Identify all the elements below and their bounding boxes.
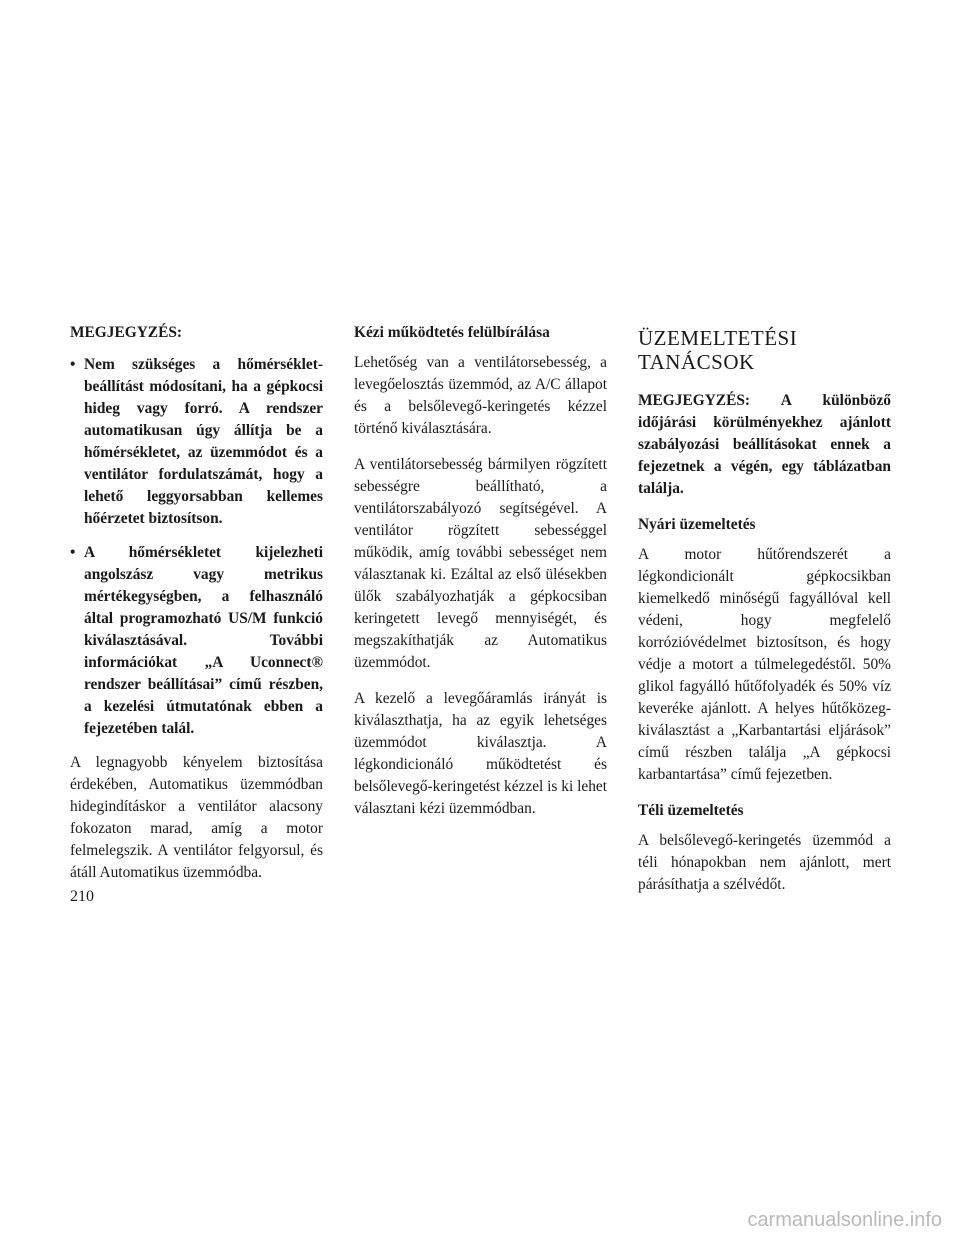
summer-paragraph: A motor hűtőrendszerét a légkondicionált gépkocsikban kiemelkedő minőségű fagyállóval kell védeni, hogy megfelelő korrózióvédelmet biztosítson, és hogy védje a motort a túlmelegedéstől. 50% glikol fagyálló hűtőfolyadék és 50% víz keveréke ajánlott. A helyes hűtőközeg-kiválasztást a „Karbantartási eljárások” című részben találja „A gépkocsi karbantartása” című fejezetben. bbox=[638, 546, 891, 783]
section-title: ÜZEMELTETÉSI TANÁCSOK bbox=[638, 326, 798, 374]
bullet-item: • A hőmérsékletet kijelezheti angolszász vagy metrikus mértékegységben, a felhasználó által programozható US/M funkció kiválasztásával. További információkat „A Uconnect® rendszer beállításai” című részben, a kezelési útmutatónak ebben a fejezetében talál. bbox=[70, 542, 323, 740]
winter-heading: Téli üzemeltetés bbox=[638, 802, 744, 819]
body-paragraph: A legnagyobb kényelem biztosítása érdekében, Automatikus üzemmódban hidegindításkor a ventilátor alacsony fokozaton marad, amíg a motor felmelegszik. A ventilátor felgyorsul, és átáll Automatikus üzemmódba. bbox=[70, 754, 323, 881]
column-right bbox=[638, 322, 891, 910]
column-middle bbox=[354, 322, 607, 834]
note-paragraph: MEGJEGYZÉS: A különböző időjárási körülményekhez ajánlott szabályozási beállításokat ennek a fejezetnek a végén, egy táblázatban találja. bbox=[638, 392, 891, 497]
note-heading: MEGJEGYZÉS: bbox=[70, 324, 183, 341]
note-bullet-list bbox=[70, 354, 323, 740]
page-number: 210 bbox=[70, 888, 94, 905]
body-paragraph: A ventilátorsebesség bármilyen rögzített sebességre beállítható, a ventilátorszabályozó segítségével. A ventilátor rögzített sebességgel működik, amíg további sebességet nem választanak ki. Ezáltal az első ülésekben ülők szabályozhatják a gépkocsiban keringetett levegő mennyiségét, és megszakíthatják az Automatikus üzemmódot. bbox=[354, 456, 607, 671]
subsection-heading: Kézi működtetés felülbírálása bbox=[354, 324, 550, 341]
summer-heading: Nyári üzemeltetés bbox=[638, 516, 756, 533]
body-paragraph: A kezelő a levegőáramlás irányát is kiválaszthatja, ha az egyik lehetséges üzemmódot kiválasztja. A légkondicionáló működtetést és belsőlevegő-keringetést kézzel is ki lehet választani kézi üzemmódban. bbox=[354, 690, 607, 817]
watermark-link[interactable]: carmanualsonline.info bbox=[747, 1209, 942, 1231]
body-paragraph: Lehetőség van a ventilátorsebesség, a levegőelosztás üzemmód, az A/C állapot és a belsőlevegő-keringetés kézzel történő kiválasztására. bbox=[354, 354, 607, 437]
winter-paragraph: A belsőlevegő-keringetés üzemmód a téli hónapokban nem ajánlott, mert párásíthatja a szélvédőt. bbox=[638, 832, 891, 893]
bullet-item: • Nem szükséges a hőmérséklet-beállítást módosítani, ha a gépkocsi hideg vagy forró. A rendszer automatikusan úgy állítja be a hőmérsékletet, az üzemmódot és a ventilátor fordulatszámát, hogy a lehető leggyorsabban kellemes hőérzetet biztosítson. bbox=[70, 354, 323, 530]
column-left bbox=[70, 322, 323, 898]
